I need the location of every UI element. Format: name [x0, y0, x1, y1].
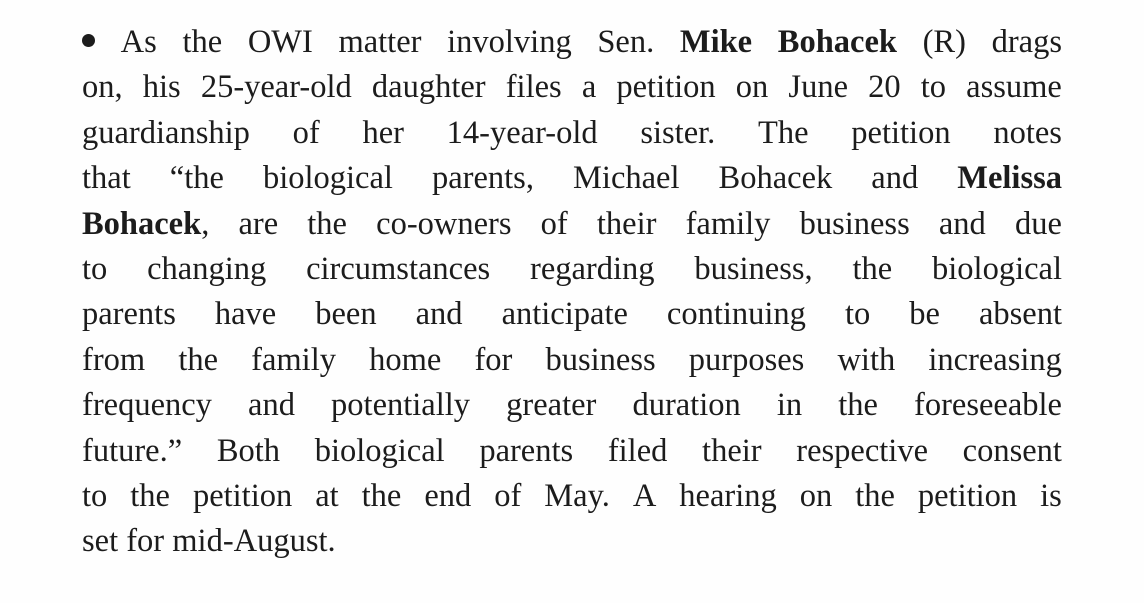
bullet-paragraph — [82, 20, 1062, 565]
word: home — [369, 341, 442, 378]
word: 25-year-old — [200, 69, 352, 106]
word: of — [540, 205, 568, 242]
word: at — [315, 477, 339, 514]
word: and — [938, 205, 986, 242]
word: have — [214, 296, 277, 333]
word: the — [361, 477, 402, 514]
paragraph-line-6 — [82, 247, 1062, 292]
word: Michael — [573, 160, 680, 197]
word: Sen. — [597, 24, 655, 60]
paragraph-line-9 — [82, 383, 1062, 428]
word: due — [1014, 205, 1062, 242]
word: duration — [632, 387, 741, 424]
word: to — [82, 477, 108, 514]
word: on, — [82, 69, 123, 106]
word: her — [362, 114, 404, 151]
word: a — [581, 69, 597, 106]
word: parents — [82, 296, 176, 333]
word: increasing — [928, 341, 1062, 378]
word: biological — [932, 250, 1062, 287]
word: anticipate — [501, 296, 628, 333]
bold-name: Bohacek, — [82, 205, 210, 242]
paragraph-line-5 — [82, 202, 1062, 247]
word: family — [251, 341, 336, 378]
word: the — [182, 24, 223, 60]
word: to — [82, 250, 108, 287]
word: petition — [851, 114, 951, 151]
word: for — [126, 523, 165, 560]
word: frequency — [82, 387, 212, 424]
word: mid-August. — [172, 523, 336, 560]
word: the — [178, 341, 219, 378]
paragraph-line-12 — [82, 519, 1062, 564]
word: OWI — [247, 24, 313, 60]
word: of — [292, 114, 320, 151]
word: and — [871, 160, 919, 197]
word: As — [120, 24, 157, 60]
word: from — [82, 341, 146, 378]
word: “the — [169, 160, 224, 197]
paragraph-line-2 — [82, 65, 1062, 110]
word: be — [909, 296, 940, 333]
word: matter — [338, 24, 422, 60]
word: on — [735, 69, 769, 106]
bold-name: Mike — [679, 24, 753, 60]
word: set — [82, 523, 119, 560]
word: involving — [447, 24, 572, 60]
word: respective — [796, 432, 928, 469]
word: drags — [991, 24, 1062, 60]
word: foreseeable — [914, 387, 1062, 424]
word: potentially — [331, 387, 471, 424]
word: parents — [479, 432, 574, 469]
word: absent — [978, 296, 1062, 333]
word: files — [505, 69, 562, 106]
word: consent — [962, 432, 1062, 469]
word: the — [130, 477, 170, 514]
word: with — [837, 341, 896, 378]
word: 14-year-old — [446, 114, 598, 151]
word: sister. — [640, 114, 716, 151]
word: biological — [314, 432, 445, 469]
paragraph-line-4 — [82, 156, 1062, 201]
word: parents, — [431, 160, 534, 197]
word: petition — [616, 69, 716, 106]
word: petition — [192, 477, 293, 514]
word: and — [248, 387, 295, 424]
word: end — [424, 477, 472, 514]
word: assume — [966, 69, 1062, 106]
paragraph-line-10 — [82, 429, 1062, 474]
word: his — [142, 69, 181, 106]
word: 20 — [868, 69, 901, 106]
paragraph-line-1 — [82, 20, 1062, 65]
word: business — [545, 341, 656, 378]
bold-name: Melissa — [957, 160, 1062, 197]
word: the — [852, 250, 893, 287]
word: changing — [147, 250, 267, 287]
word: biological — [262, 160, 393, 197]
word: continuing — [666, 296, 806, 333]
word: daughter — [371, 69, 486, 106]
paragraph-line-7 — [82, 292, 1062, 337]
word: is — [1040, 477, 1062, 514]
word: that — [82, 160, 131, 197]
word: for — [474, 341, 513, 378]
paragraph-line-3 — [82, 111, 1062, 156]
bullet-icon — [82, 20, 95, 65]
word: A — [632, 477, 657, 514]
paragraph-line-8 — [82, 338, 1062, 383]
word: in — [776, 387, 803, 424]
word: guardianship — [82, 114, 250, 151]
word: circumstances — [306, 250, 491, 287]
word: business — [799, 205, 910, 242]
word: to — [844, 296, 871, 333]
word: petition — [917, 477, 1018, 514]
word: Both — [216, 432, 281, 469]
word: The — [758, 114, 809, 151]
word: co-owners — [376, 205, 512, 242]
word: the — [838, 387, 878, 424]
word: purposes — [688, 341, 805, 378]
word: filed — [607, 432, 668, 469]
word: greater — [506, 387, 597, 424]
word: are — [238, 205, 279, 242]
word: Bohacek — [718, 160, 833, 197]
word: future.” — [82, 432, 183, 469]
word: regarding — [530, 250, 655, 287]
bold-name: Bohacek — [777, 24, 897, 60]
word: to — [920, 69, 947, 106]
word: business, — [694, 250, 813, 287]
word: their — [596, 205, 657, 242]
word: (R) — [922, 24, 966, 60]
word: notes — [993, 114, 1062, 151]
word: their — [702, 432, 762, 469]
word: family — [685, 205, 771, 242]
word: the — [307, 205, 347, 242]
paragraph-line-11 — [82, 474, 1062, 519]
word: of — [494, 477, 522, 514]
word: the — [855, 477, 895, 514]
word: June — [788, 69, 848, 106]
word: May. — [544, 477, 610, 514]
word: been — [315, 296, 377, 333]
word: hearing — [679, 477, 777, 514]
word: and — [415, 296, 463, 333]
word: on — [799, 477, 833, 514]
